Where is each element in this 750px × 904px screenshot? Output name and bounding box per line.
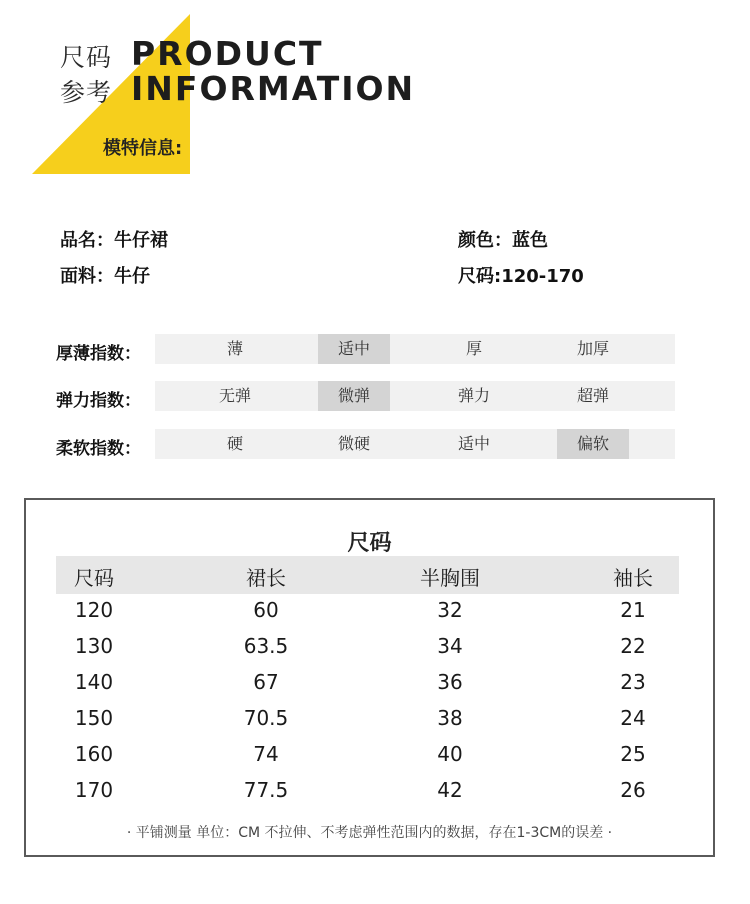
- index-option: 硬: [226, 434, 243, 453]
- size-table-cell: 36: [437, 670, 463, 694]
- size-table-cell: 25: [620, 742, 646, 766]
- index-bar: [155, 334, 675, 364]
- index-option-selected: 偏软: [557, 429, 629, 459]
- size-table-cell: 150: [74, 706, 114, 730]
- size-table-cell: 40: [437, 742, 463, 766]
- size-table-cell: 34: [437, 634, 463, 658]
- index-row: [0, 429, 750, 461]
- index-option: 厚: [465, 339, 482, 358]
- index-bar: [155, 381, 675, 411]
- model-info-label: 模特信息:: [103, 138, 183, 159]
- index-row: [0, 334, 750, 366]
- product-fabric: 面料：牛仔: [60, 266, 150, 287]
- title-cn-line2: 参考: [60, 78, 113, 107]
- size-table-cell: 120: [74, 598, 114, 622]
- product-size-range: 尺码:120-170: [458, 266, 584, 287]
- index-option-selected: 适中: [318, 334, 390, 364]
- index-option-selected: 微弹: [318, 381, 390, 411]
- size-column-header: 裙长: [246, 566, 286, 590]
- size-footnote: · 平铺测量 单位：CM 不拉伸、不考虑弹性范围内的数据，存在1-3CM的误差 ·: [126, 825, 613, 841]
- size-table-cell: 38: [437, 706, 463, 730]
- index-row: [0, 381, 750, 413]
- size-table-cell: 60: [253, 598, 279, 622]
- size-table-cell: 21: [620, 598, 646, 622]
- size-table-cell: 67: [253, 670, 279, 694]
- index-option: 适中: [457, 434, 490, 453]
- product-color: 颜色：蓝色: [458, 230, 548, 251]
- size-table-cell: 42: [437, 778, 463, 802]
- size-table-box: [24, 498, 715, 857]
- size-column-header: 半胸围: [420, 566, 480, 590]
- size-column-header: 尺码: [74, 566, 114, 590]
- size-table-cell: 23: [620, 670, 646, 694]
- size-table-cell: 74: [253, 742, 279, 766]
- size-table-cell: 70.5: [243, 706, 289, 730]
- index-label: 柔软指数：: [56, 439, 141, 459]
- title-en-line1: PRODUCT: [131, 34, 324, 73]
- size-table-cell: 26: [620, 778, 646, 802]
- index-option: 微硬: [337, 434, 370, 453]
- index-option: 超弹: [576, 386, 609, 405]
- index-bar: [155, 429, 675, 459]
- size-table-title: 尺码: [347, 531, 392, 556]
- index-option: 弹力: [457, 386, 490, 405]
- size-table-cell: 170: [74, 778, 114, 802]
- size-table-cell: 32: [437, 598, 463, 622]
- index-option: 加厚: [576, 339, 609, 358]
- index-option: 薄: [226, 339, 243, 358]
- size-table-cell: 130: [74, 634, 114, 658]
- size-table-cell: 22: [620, 634, 646, 658]
- title-cn-line1: 尺码: [60, 43, 113, 72]
- size-table-cell: 77.5: [243, 778, 289, 802]
- title-en-line2: INFORMATION: [131, 69, 416, 108]
- index-label: 弹力指数：: [56, 391, 141, 411]
- size-column-header: 袖长: [613, 566, 653, 590]
- size-table-cell: 140: [74, 670, 114, 694]
- size-table-cell: 24: [620, 706, 646, 730]
- product-name: 品名：牛仔裙: [60, 230, 168, 251]
- size-table-cell: 63.5: [243, 634, 289, 658]
- size-table-cell: 160: [74, 742, 114, 766]
- index-label: 厚薄指数：: [56, 344, 141, 364]
- index-option: 无弹: [218, 386, 251, 405]
